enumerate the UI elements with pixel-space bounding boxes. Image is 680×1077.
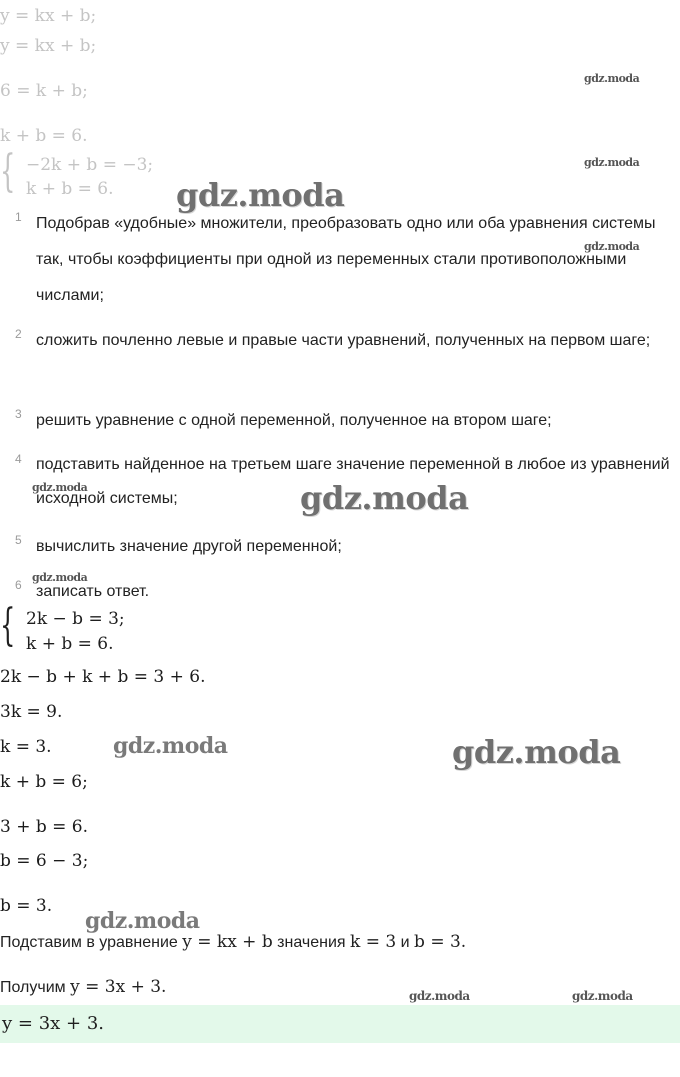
step-number: 4	[15, 452, 22, 466]
watermark: gdz.moda	[300, 479, 469, 517]
step-text: подставить найденное на третьем шаге значение переменной в любое из уравнений исходной системы;	[36, 456, 670, 507]
equation-inline: y = kx + b	[182, 932, 273, 952]
step-number: 1	[15, 210, 22, 224]
solution-line: b = 6 − 3;	[0, 851, 89, 871]
step-number: 6	[15, 578, 22, 592]
watermark: gdz.moda	[584, 156, 640, 169]
system-brace: {	[0, 600, 16, 651]
prose-text: значения	[277, 934, 346, 951]
faded-equation: y = kx + b;	[0, 6, 97, 26]
solution-line: k = 3.	[0, 737, 52, 757]
step-number: 3	[15, 407, 22, 421]
solution-line: b = 3.	[0, 896, 53, 916]
solution-line: 3k = 9.	[0, 702, 63, 722]
watermark: gdz.moda	[85, 908, 200, 934]
step-text: вычислить значение другой переменной;	[36, 538, 342, 555]
faded-system-line: k + b = 6.	[26, 179, 114, 199]
result-text	[0, 977, 166, 997]
solution-line: 2k − b + k + b = 3 + 6.	[0, 667, 206, 687]
watermark: gdz.moda	[572, 989, 633, 1003]
faded-equation: 6 = k + b;	[0, 81, 88, 101]
prose-text: Подставим в уравнение	[0, 934, 178, 951]
substitution-text	[0, 932, 466, 952]
system-line: 2k − b = 3;	[26, 609, 125, 629]
step-number: 5	[15, 533, 22, 547]
solution-line: 3 + b = 6.	[0, 817, 89, 837]
watermark: gdz.moda	[452, 733, 621, 771]
faded-equation: y = kx + b;	[0, 36, 97, 56]
step-text: записать ответ.	[36, 583, 150, 600]
system-brace: {	[0, 146, 16, 197]
step-number: 2	[15, 327, 22, 341]
faded-equation: k + b = 6.	[0, 126, 88, 146]
watermark: gdz.moda	[409, 989, 470, 1003]
answer-equation: y = 3x + 3.	[2, 1013, 104, 1034]
equation-inline: k = 3	[350, 932, 397, 952]
step-text: сложить почленно левые и правые части уравнений, полученных на первом шаге;	[36, 332, 651, 349]
step-text: Подобрав «удобные» множители, преобразовать одно или оба уравнения системы так, чтобы коэффициенты при одной из переменных стали противоположными числами;	[36, 215, 656, 304]
prose-text: Получим	[0, 979, 66, 996]
equation-inline: y = 3x + 3.	[70, 977, 167, 997]
watermark: gdz.moda	[584, 240, 640, 253]
watermark: gdz.moda	[32, 571, 88, 584]
answer-box	[0, 1005, 680, 1043]
equation-inline: b = 3.	[414, 932, 467, 952]
faded-system-line: −2k + b = −3;	[26, 155, 154, 175]
watermark: gdz.moda	[113, 733, 228, 759]
system-line: k + b = 6.	[26, 634, 114, 654]
watermark: gdz.moda	[176, 176, 345, 214]
watermark: gdz.moda	[32, 481, 88, 494]
watermark: gdz.moda	[584, 72, 640, 85]
step-text: решить уравнение с одной переменной, полученное на втором шаге;	[36, 412, 552, 429]
solution-line: k + b = 6;	[0, 772, 88, 792]
prose-text: и	[400, 934, 410, 951]
